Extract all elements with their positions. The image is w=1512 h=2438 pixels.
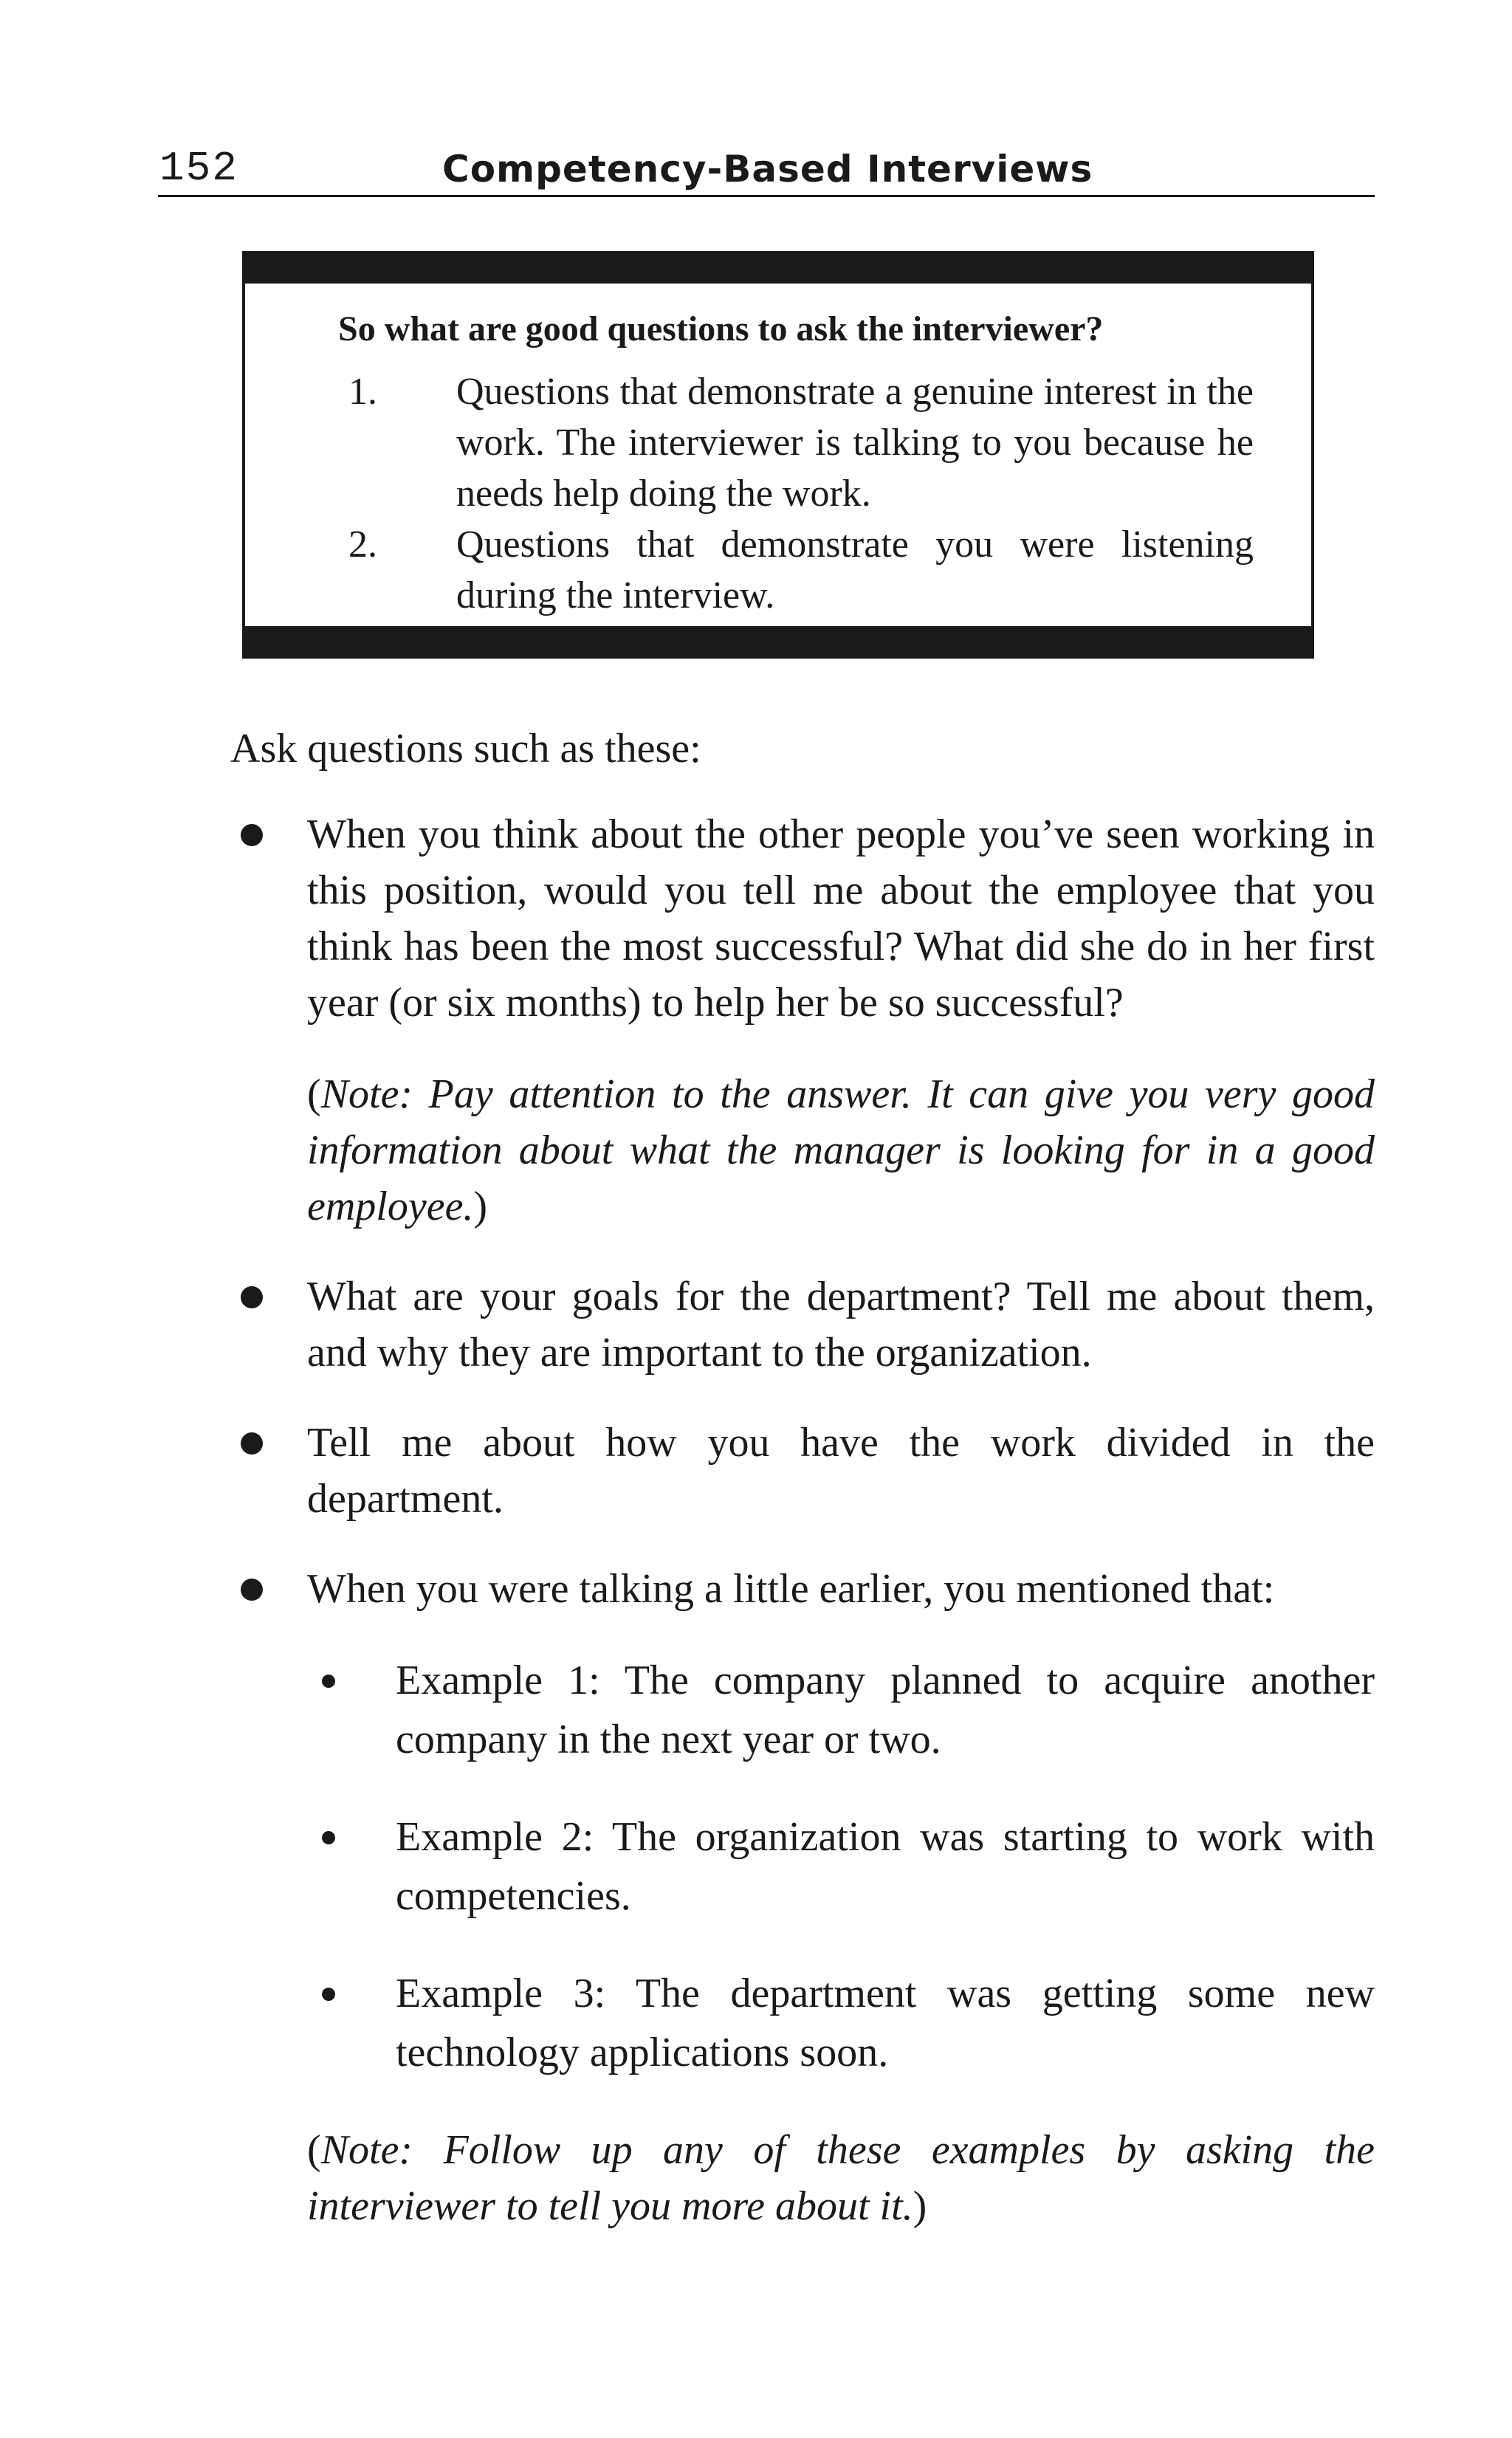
question-text: When you think about the other people you’ve seen working in this position, would you tell me about the employee that you think has been the most successful? What did she do in her first year (or six months) to help her be so successful? bbox=[307, 811, 1375, 1026]
callout-heading: So what are good questions to ask the interviewer? bbox=[338, 309, 1104, 348]
sub-bullet-icon bbox=[322, 1675, 335, 1688]
question-item bbox=[230, 1415, 1375, 1527]
sub-bullet-icon bbox=[322, 1831, 335, 1844]
note-paragraph: (Note: Pay attention to the answer. It can give you very good information about what the manager is looking for in a good employee.) bbox=[307, 1071, 1375, 1229]
callout-box bbox=[242, 251, 1314, 659]
question-text: When you were talking a little earlier, you mentioned that: bbox=[307, 1566, 1275, 1612]
note-text: Note: Pay attention to the answer. It can give you very good information about what the manager is looking for in a good employee. bbox=[307, 1071, 1375, 1229]
question-item bbox=[230, 1561, 1375, 2234]
callout-list bbox=[338, 366, 1254, 621]
question-item bbox=[230, 806, 1375, 1235]
example-item bbox=[307, 1964, 1375, 2082]
page-header bbox=[158, 142, 1375, 197]
callout-item bbox=[338, 366, 1254, 519]
sub-bullet-icon bbox=[322, 1988, 335, 2001]
running-title: Competency-Based Interviews bbox=[442, 148, 1093, 190]
bullet-icon bbox=[241, 1286, 263, 1308]
example-item bbox=[307, 1807, 1375, 1926]
callout-item bbox=[338, 519, 1254, 621]
question-list bbox=[230, 806, 1375, 2234]
bullet-icon bbox=[241, 1432, 263, 1455]
example-item bbox=[307, 1651, 1375, 1769]
example-list bbox=[307, 1651, 1375, 2082]
example-text: Example 3: The department was getting some new technology applications soon. bbox=[396, 1971, 1375, 2075]
example-text: Example 1: The company planned to acquire another company in the next year or two. bbox=[396, 1658, 1375, 1762]
callout-bottom-bar bbox=[242, 626, 1314, 659]
bullet-icon bbox=[241, 1579, 263, 1601]
note-text: Note: Follow up any of these examples by asking the interviewer to tell you more about it. bbox=[307, 2127, 1375, 2229]
callout-item-number: 2. bbox=[348, 523, 377, 566]
callout-item-text: Questions that demonstrate a genuine interest in the work. The interviewer is talking to you because he needs help doing the work. bbox=[456, 371, 1254, 515]
callout-top-bar bbox=[242, 251, 1314, 284]
callout-item-number: 1. bbox=[348, 371, 377, 413]
example-text: Example 2: The organization was starting to work with competencies. bbox=[396, 1814, 1375, 1919]
note-paragraph: (Note: Follow up any of these examples by asking the interviewer to tell you more about it.) bbox=[307, 2127, 1375, 2229]
question-item bbox=[230, 1268, 1375, 1381]
question-text: What are your goals for the department? Tell me about them, and why they are important to the organization. bbox=[307, 1274, 1375, 1376]
intro-text: Ask questions such as these: bbox=[230, 726, 701, 772]
question-text: Tell me about how you have the work divided in the department. bbox=[307, 1420, 1375, 1522]
callout-item-text: Questions that demonstrate you were listening during the interview. bbox=[456, 523, 1254, 617]
page-number: 152 bbox=[159, 145, 238, 192]
bullet-icon bbox=[241, 824, 263, 846]
